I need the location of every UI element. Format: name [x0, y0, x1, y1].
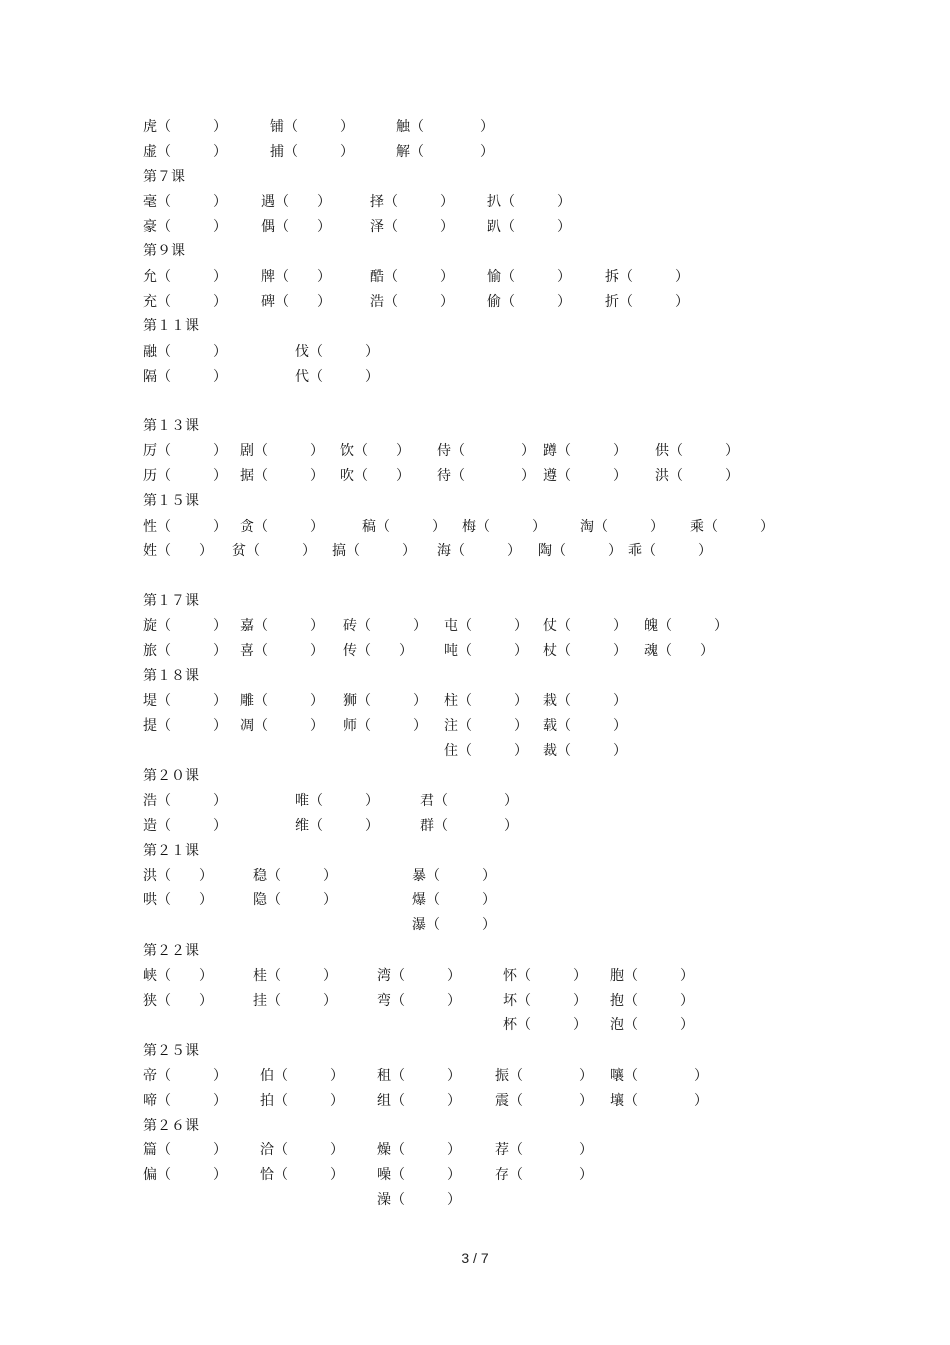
pinyin-blank-item: 解（ ）	[396, 144, 494, 160]
pinyin-blank-item: 载（ ）	[543, 718, 627, 734]
character-row	[0, 690, 950, 712]
lesson-title: 第２６课	[143, 1118, 199, 1134]
character-row	[0, 465, 950, 487]
character-row	[0, 990, 950, 1012]
pinyin-blank-item: 桂（ ）	[253, 968, 337, 984]
pinyin-blank-item: 维（ ）	[295, 818, 379, 834]
character-row	[0, 914, 950, 936]
character-row	[0, 865, 950, 887]
pinyin-blank-item: 碑（ ）	[261, 294, 331, 310]
character-row	[0, 216, 950, 238]
pinyin-blank-item: 稿（ ）	[362, 519, 446, 535]
pinyin-blank-item: 弯（ ）	[377, 993, 461, 1009]
pinyin-blank-item: 铺（ ）	[270, 119, 354, 135]
pinyin-blank-item: 喜（ ）	[240, 643, 324, 659]
pinyin-blank-item: 饮（ ）	[340, 443, 410, 459]
pinyin-blank-item: 柱（ ）	[444, 693, 528, 709]
pinyin-blank-item: 拍（ ）	[260, 1093, 344, 1109]
lesson-title: 第１１课	[143, 318, 199, 334]
pinyin-blank-item: 砖（ ）	[343, 618, 427, 634]
pinyin-blank-item: 胞（ ）	[610, 968, 694, 984]
character-row	[0, 366, 950, 388]
pinyin-blank-item: 陶（ ）	[538, 543, 622, 559]
pinyin-blank-item: 充（ ）	[143, 294, 227, 310]
pinyin-blank-item: 厉（ ）	[143, 443, 227, 459]
character-row	[0, 1189, 950, 1211]
pinyin-blank-item: 允（ ）	[143, 269, 227, 285]
pinyin-blank-item: 哄（ ）	[143, 892, 213, 908]
pinyin-blank-item: 趴（ ）	[487, 219, 571, 235]
character-row	[0, 640, 950, 662]
pinyin-blank-item: 师（ ）	[343, 718, 427, 734]
character-row	[0, 1014, 950, 1036]
character-row	[0, 516, 950, 538]
pinyin-blank-item: 裁（ ）	[543, 743, 627, 759]
pinyin-blank-item: 峡（ ）	[143, 968, 213, 984]
character-row	[0, 1090, 950, 1112]
pinyin-blank-item: 牌（ ）	[261, 269, 331, 285]
lesson-heading	[0, 415, 950, 437]
pinyin-blank-item: 提（ ）	[143, 718, 227, 734]
pinyin-blank-item: 性（ ）	[143, 519, 227, 535]
pinyin-blank-item: 侍（ ）	[437, 443, 535, 459]
pinyin-blank-item: 狮（ ）	[343, 693, 427, 709]
pinyin-blank-item: 历（ ）	[143, 468, 227, 484]
lesson-title: 第７课	[143, 169, 185, 185]
character-row	[0, 1139, 950, 1161]
pinyin-blank-item: 待（ ）	[437, 468, 535, 484]
pinyin-blank-item: 造（ ）	[143, 818, 227, 834]
character-row	[0, 291, 950, 313]
pinyin-blank-item: 搞（ ）	[332, 543, 416, 559]
pinyin-blank-item: 伐（ ）	[295, 344, 379, 360]
pinyin-blank-item: 篇（ ）	[143, 1142, 227, 1158]
pinyin-blank-item: 存（ ）	[495, 1167, 593, 1183]
pinyin-blank-item: 海（ ）	[437, 543, 521, 559]
pinyin-blank-item: 群（ ）	[420, 818, 518, 834]
pinyin-blank-item: 遇（ ）	[261, 194, 331, 210]
pinyin-blank-item: 稳（ ）	[253, 868, 337, 884]
pinyin-blank-item: 泽（ ）	[370, 219, 454, 235]
character-row	[0, 540, 950, 562]
lesson-title: 第２１课	[143, 843, 199, 859]
character-row	[0, 715, 950, 737]
pinyin-blank-item: 荐（ ）	[495, 1142, 593, 1158]
pinyin-blank-item: 屯（ ）	[444, 618, 528, 634]
lesson-heading	[0, 1040, 950, 1062]
character-row	[0, 790, 950, 812]
page-number: 3 / 7	[461, 1250, 489, 1266]
pinyin-blank-item: 虚（ ）	[143, 144, 227, 160]
pinyin-blank-item: 遵（ ）	[543, 468, 627, 484]
lesson-heading	[0, 940, 950, 962]
pinyin-blank-item: 拆（ ）	[605, 269, 689, 285]
lesson-title: 第１７课	[143, 593, 199, 609]
pinyin-blank-item: 唯（ ）	[295, 793, 379, 809]
pinyin-blank-item: 姓（ ）	[143, 543, 213, 559]
pinyin-blank-item: 壤（ ）	[610, 1093, 708, 1109]
character-row	[0, 1065, 950, 1087]
pinyin-blank-item: 贫（ ）	[232, 543, 316, 559]
pinyin-blank-item: 乖（ ）	[628, 543, 712, 559]
pinyin-blank-item: 供（ ）	[655, 443, 739, 459]
lesson-heading	[0, 240, 950, 262]
pinyin-blank-item: 旅（ ）	[143, 643, 227, 659]
pinyin-blank-item: 凋（ ）	[240, 718, 324, 734]
pinyin-blank-item: 偷（ ）	[487, 294, 571, 310]
character-row	[0, 965, 950, 987]
character-row	[0, 141, 950, 163]
pinyin-blank-item: 据（ ）	[240, 468, 324, 484]
pinyin-blank-item: 偶（ ）	[261, 219, 331, 235]
pinyin-blank-item: 啼（ ）	[143, 1093, 227, 1109]
pinyin-blank-item: 澡（ ）	[377, 1192, 461, 1208]
pinyin-blank-item: 振（ ）	[495, 1068, 593, 1084]
pinyin-blank-item: 扒（ ）	[487, 194, 571, 210]
pinyin-blank-item: 淘（ ）	[580, 519, 664, 535]
pinyin-blank-item: 抱（ ）	[610, 993, 694, 1009]
character-row	[0, 116, 950, 138]
pinyin-blank-item: 浩（ ）	[370, 294, 454, 310]
pinyin-blank-item: 暴（ ）	[412, 868, 496, 884]
pinyin-blank-item: 旋（ ）	[143, 618, 227, 634]
character-row	[0, 815, 950, 837]
pinyin-blank-item: 恰（ ）	[260, 1167, 344, 1183]
pinyin-blank-item: 捕（ ）	[270, 144, 354, 160]
pinyin-blank-item: 燥（ ）	[377, 1142, 461, 1158]
lesson-title: 第２２课	[143, 943, 199, 959]
pinyin-blank-item: 组（ ）	[377, 1093, 461, 1109]
pinyin-blank-item: 梅（ ）	[462, 519, 546, 535]
pinyin-blank-item: 魂（ ）	[644, 643, 714, 659]
lesson-heading	[0, 590, 950, 612]
pinyin-blank-item: 折（ ）	[605, 294, 689, 310]
pinyin-blank-item: 挂（ ）	[253, 993, 337, 1009]
lesson-heading	[0, 840, 950, 862]
pinyin-blank-item: 吨（ ）	[444, 643, 528, 659]
pinyin-blank-item: 择（ ）	[370, 194, 454, 210]
pinyin-blank-item: 隐（ ）	[253, 892, 337, 908]
pinyin-blank-item: 偏（ ）	[143, 1167, 227, 1183]
pinyin-blank-item: 震（ ）	[495, 1093, 593, 1109]
lesson-heading	[0, 166, 950, 188]
pinyin-blank-item: 栽（ ）	[543, 693, 627, 709]
character-row	[0, 1164, 950, 1186]
pinyin-blank-item: 噪（ ）	[377, 1167, 461, 1183]
pinyin-blank-item: 杯（ ）	[503, 1017, 587, 1033]
pinyin-blank-item: 租（ ）	[377, 1068, 461, 1084]
pinyin-blank-item: 贪（ ）	[240, 519, 324, 535]
pinyin-blank-item: 豪（ ）	[143, 219, 227, 235]
pinyin-blank-item: 君（ ）	[420, 793, 518, 809]
pinyin-blank-item: 杖（ ）	[543, 643, 627, 659]
lesson-heading	[0, 490, 950, 512]
pinyin-blank-item: 瀑（ ）	[412, 917, 496, 933]
pinyin-blank-item: 隔（ ）	[143, 369, 227, 385]
pinyin-blank-item: 融（ ）	[143, 344, 227, 360]
pinyin-blank-item: 剧（ ）	[240, 443, 324, 459]
character-row	[0, 440, 950, 462]
pinyin-blank-item: 蹲（ ）	[543, 443, 627, 459]
pinyin-blank-item: 堤（ ）	[143, 693, 227, 709]
lesson-title: 第９课	[143, 243, 185, 259]
pinyin-blank-item: 酷（ ）	[370, 269, 454, 285]
pinyin-blank-item: 触（ ）	[396, 119, 494, 135]
lesson-title: 第２０课	[143, 768, 199, 784]
character-row	[0, 615, 950, 637]
character-row	[0, 740, 950, 762]
pinyin-blank-item: 雕（ ）	[240, 693, 324, 709]
pinyin-blank-item: 嚷（ ）	[610, 1068, 708, 1084]
pinyin-blank-item: 浩（ ）	[143, 793, 227, 809]
character-row	[0, 889, 950, 911]
pinyin-blank-item: 愉（ ）	[487, 269, 571, 285]
lesson-heading	[0, 765, 950, 787]
pinyin-blank-item: 魄（ ）	[644, 618, 728, 634]
pinyin-blank-item: 帝（ ）	[143, 1068, 227, 1084]
pinyin-blank-item: 湾（ ）	[377, 968, 461, 984]
pinyin-blank-item: 乘（ ）	[690, 519, 774, 535]
pinyin-blank-item: 爆（ ）	[412, 892, 496, 908]
pinyin-blank-item: 仗（ ）	[543, 618, 627, 634]
character-row	[0, 341, 950, 363]
pinyin-blank-item: 洪（ ）	[143, 868, 213, 884]
pinyin-blank-item: 狭（ ）	[143, 993, 213, 1009]
pinyin-blank-item: 洪（ ）	[655, 468, 739, 484]
pinyin-blank-item: 毫（ ）	[143, 194, 227, 210]
pinyin-blank-item: 泡（ ）	[610, 1017, 694, 1033]
pinyin-blank-item: 伯（ ）	[260, 1068, 344, 1084]
pinyin-blank-item: 虎（ ）	[143, 119, 227, 135]
lesson-title: 第１５课	[143, 493, 199, 509]
character-row	[0, 266, 950, 288]
pinyin-blank-item: 传（ ）	[343, 643, 413, 659]
pinyin-blank-item: 住（ ）	[444, 743, 528, 759]
character-row	[0, 191, 950, 213]
pinyin-blank-item: 代（ ）	[295, 369, 379, 385]
pinyin-blank-item: 吹（ ）	[340, 468, 410, 484]
lesson-heading	[0, 665, 950, 687]
pinyin-blank-item: 洽（ ）	[260, 1142, 344, 1158]
pinyin-blank-item: 怀（ ）	[503, 968, 587, 984]
lesson-title: 第１３课	[143, 418, 199, 434]
lesson-title: 第２５课	[143, 1043, 199, 1059]
pinyin-blank-item: 嘉（ ）	[240, 618, 324, 634]
lesson-title: 第１８课	[143, 668, 199, 684]
pinyin-blank-item: 注（ ）	[444, 718, 528, 734]
pinyin-blank-item: 坏（ ）	[503, 993, 587, 1009]
lesson-heading	[0, 315, 950, 337]
lesson-heading	[0, 1115, 950, 1137]
